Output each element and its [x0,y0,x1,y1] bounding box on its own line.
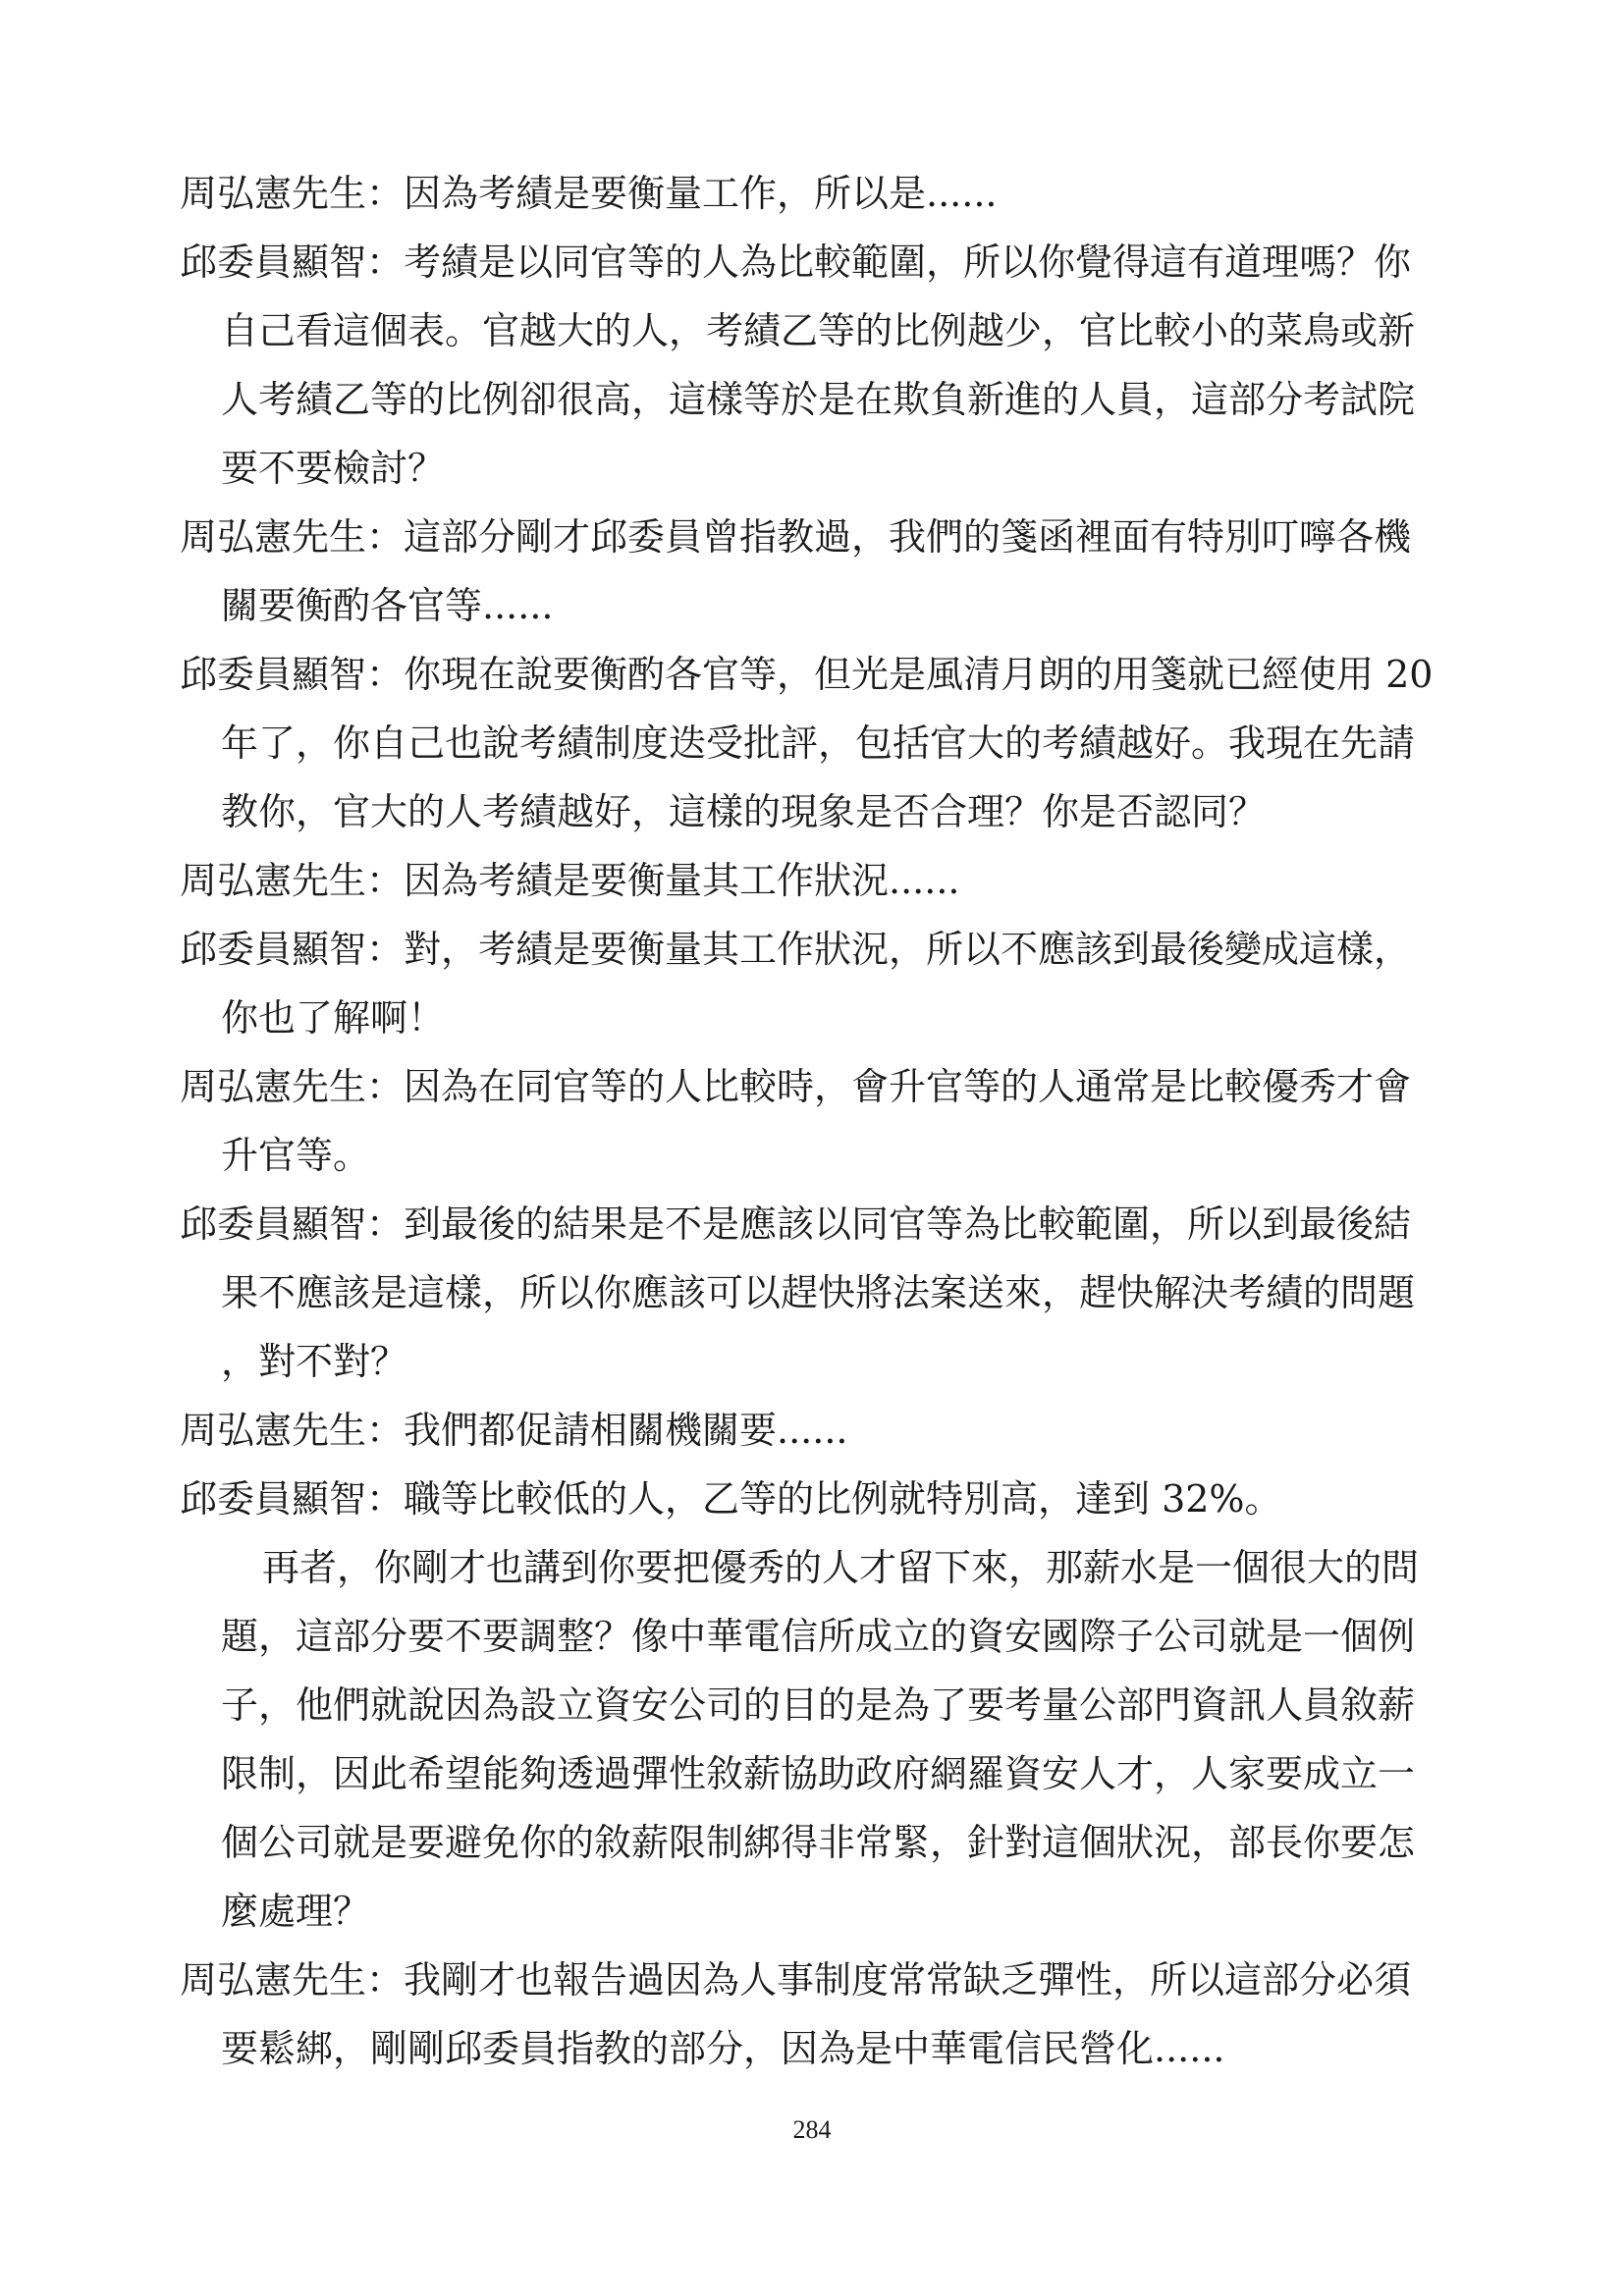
speaker-line: 周弘憲先生：因為在同官等的人比較時，會升官等的人通常是比較優秀才會 [180,1065,1412,1108]
continuation-line: 教你，官大的人考績越好，這樣的現象是否合理？你是否認同？ [221,790,1267,833]
paragraph-start-line: 再者，你剛才也講到你要把優秀的人才留下來，那薪水是一個很大的問 [262,1546,1420,1589]
continuation-line: ，對不對？ [221,1340,408,1383]
continuation-line: 題，這部分要不要調整？像中華電信所成立的資安國際子公司就是一個例 [221,1615,1416,1658]
speaker-line: 周弘憲先生：這部分剛才邱委員曾指教過，我們的箋函裡面有特別叮嚀各機 [180,515,1412,559]
continuation-line: 升官等。 [221,1134,371,1177]
speaker-line: 周弘憲先生：我們都促請相關機關要...... [180,1409,848,1452]
continuation-line: 自己看這個表。官越大的人，考績乙等的比例越少，官比較小的菜鳥或新 [221,309,1416,352]
continuation-line: 關要衡酌各官等...... [221,584,554,627]
continuation-line: 麼處理？ [221,1890,371,1933]
speaker-line: 周弘憲先生：因為考績是要衡量其工作狀況...... [180,859,960,902]
speaker-line: 邱委員顯智：考績是以同官等的人為比較範圍，所以你覺得這有道理嗎？你 [180,240,1412,284]
continuation-line: 限制，因此希望能夠透過彈性敘薪協助政府網羅資安人才，人家要成立一 [221,1752,1416,1795]
continuation-line: 果不應該是這樣，所以你應該可以趕快將法案送來，趕快解決考績的問題 [221,1271,1416,1314]
continuation-line: 要不要檢討？ [221,447,446,490]
speaker-line: 周弘憲先生：因為考績是要衡量工作，所以是...... [180,172,998,215]
speaker-line: 邱委員顯智：對，考績是要衡量其工作狀況，所以不應該到最後變成這樣， [180,928,1412,971]
page-number: 284 [792,2115,832,2144]
transcript-body [180,159,1456,2083]
continuation-line: 個公司就是要避免你的敘薪限制綁得非常緊，針對這個狀況，部長你要怎 [221,1821,1416,1864]
speaker-line: 周弘憲先生：我剛才也報告過因為人事制度常常缺乏彈性，所以這部分必須 [180,1958,1412,2002]
continuation-line: 子，他們就說因為設立資安公司的目的是為了要考量公部門資訊人員敘薪 [221,1683,1416,1727]
speaker-line: 邱委員顯智：職等比較低的人，乙等的比例就特別高，達到 32%。 [180,1477,1282,1521]
speaker-line: 邱委員顯智：到最後的結果是不是應該以同官等為比較範圍，所以到最後結 [180,1202,1412,1246]
continuation-line: 你也了解啊！ [221,996,446,1040]
speaker-line: 邱委員顯智：你現在說要衡酌各官等，但光是風清月朗的用箋就已經使用 20 [180,653,1434,696]
continuation-line: 要鬆綁，剛剛邱委員指教的部分，因為是中華電信民營化...... [221,2027,1225,2070]
continuation-line: 年了，你自己也說考績制度迭受批評，包括官大的考績越好。我現在先請 [221,721,1416,765]
continuation-line: 人考績乙等的比例卻很高，這樣等於是在欺負新進的人員，這部分考試院 [221,378,1416,421]
